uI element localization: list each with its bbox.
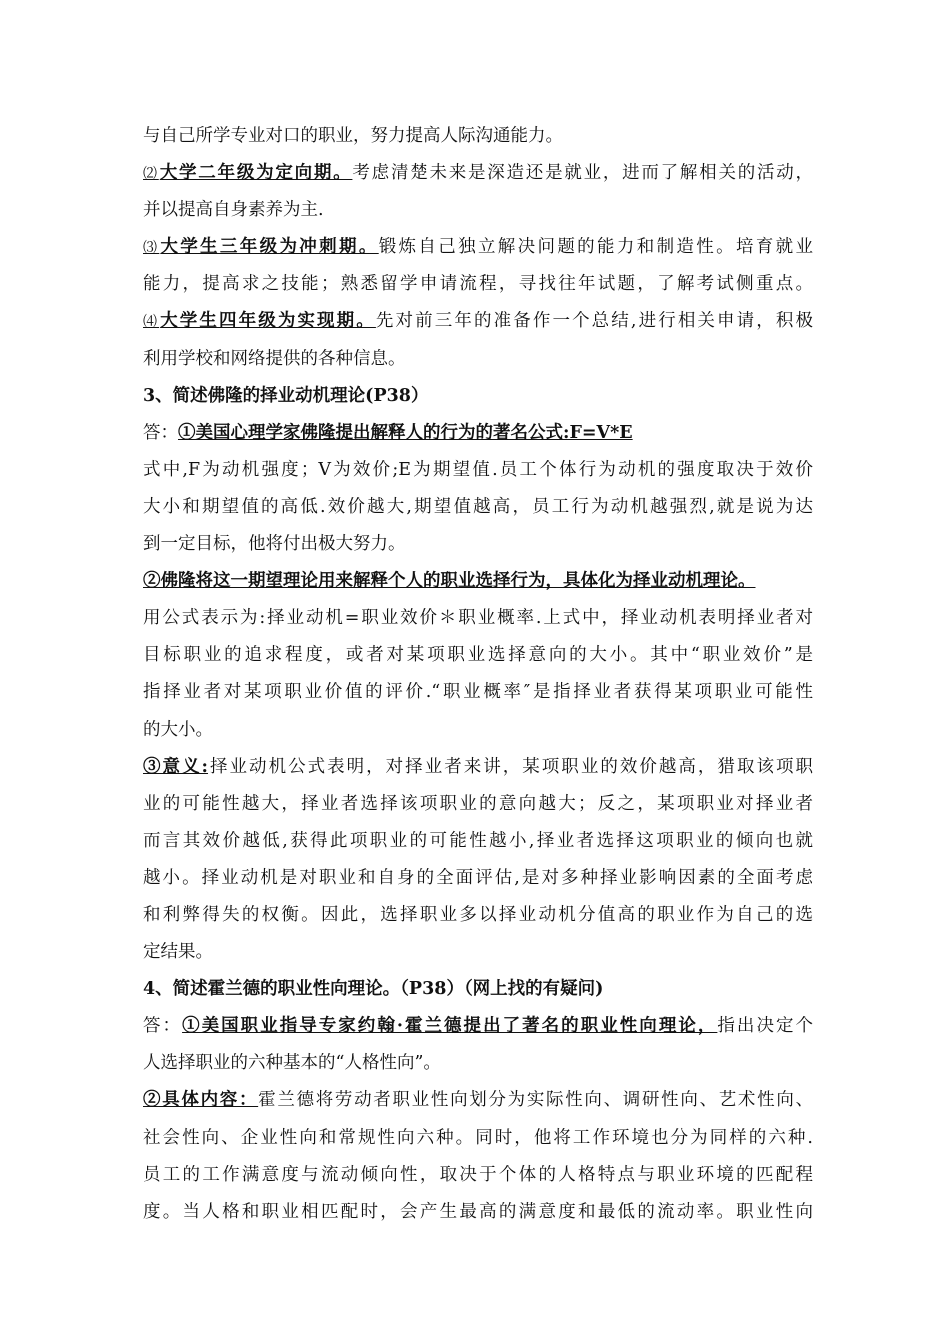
text-line: 到一定目标，他将付出极大努力。 bbox=[143, 534, 406, 555]
text-line: ③意义:择业动机公式表明，对择业者来讲，某项职业的效价越高，猎取该项职 bbox=[143, 756, 813, 777]
text-line: 目标职业的追求程度，或者对某项职业选择意向的大小。其中“职业效价”是 bbox=[143, 645, 813, 666]
text-line: 并以提高自身素养为主. bbox=[143, 200, 324, 221]
text-line: 大小和期望值的高低.效价越大,期望值越高，员工行为动机越强烈,就是说为达 bbox=[143, 496, 813, 517]
text-line: 越小。择业动机是对职业和自身的全面评估,是对多种择业影响因素的全面考虑 bbox=[143, 867, 813, 888]
section-heading: 4、简述霍兰德的职业性向理论。（P38）（网上找的有疑问) bbox=[143, 979, 604, 1000]
document-page bbox=[143, 118, 813, 1231]
text-line: 与自己所学专业对口的职业，努力提高人际沟通能力。 bbox=[143, 126, 563, 146]
text-line: ⑷大学生四年级为实现期。先对前三年的准备作一个总结,进行相关申请，积极 bbox=[143, 311, 814, 332]
text-line: ②佛隆将这一期望理论用来解释个人的职业选择行为，具体化为择业动机理论。 bbox=[143, 571, 756, 592]
text-line: 度。当人格和职业相匹配时，会产生最高的满意度和最低的流动率。职业性向 bbox=[143, 1201, 813, 1222]
text-line: 答：①美国心理学家佛隆提出解释人的行为的著名公式:F=V*E bbox=[143, 422, 633, 443]
text-line: 利用学校和网络提供的各种信息。 bbox=[143, 348, 406, 369]
text-line: 用公式表示为:择业动机=职业效价＊职业概率.上式中，择业动机表明择业者对 bbox=[143, 608, 813, 629]
text-line: ⑶大学生三年级为冲刺期。锻炼自己独立解决问题的能力和制造性。培育就业 bbox=[143, 237, 814, 258]
text-line: 的大小。 bbox=[143, 719, 213, 740]
text-line: 指择业者对某项职业价值的评价.“职业概率″是指择业者获得某项职业可能性 bbox=[143, 682, 813, 703]
text-line: 员工的工作满意度与流动倾向性，取决于个体的人格特点与职业环境的匹配程 bbox=[143, 1164, 813, 1185]
section-heading: 3、简述佛隆的择业动机理论(P38） bbox=[143, 385, 429, 406]
text-line: 能力，提高求之技能；熟悉留学申请流程，寻找往年试题，了解考试侧重点。 bbox=[143, 274, 813, 295]
text-line: 定结果。 bbox=[143, 942, 213, 963]
text-line: 业的可能性越大，择业者选择该项职业的意向越大；反之，某项职业对择业者 bbox=[143, 793, 813, 814]
text-line: ②具体内容：霍兰德将劳动者职业性向划分为实际性向、调研性向、艺术性向、 bbox=[143, 1090, 814, 1111]
text-line: 而言其效价越低,获得此项职业的可能性越小,择业者选择这项职业的倾向也就 bbox=[143, 830, 813, 851]
text-line: 人选择职业的六种基本的“人格性向”。 bbox=[143, 1053, 441, 1074]
text-line: 社会性向、企业性向和常规性向六种。同时，他将工作环境也分为同样的六种. bbox=[143, 1127, 813, 1148]
text-line: 答：①美国职业指导专家约翰·霍兰德提出了著名的职业性向理论，指出决定个 bbox=[143, 1016, 814, 1037]
text-line: 式中,F为动机强度；V为效价;E为期望值.员工个体行为动机的强度取决于效价 bbox=[143, 459, 813, 480]
text-line: 和利弊得失的权衡。因此，选择职业多以择业动机分值高的职业作为自己的选 bbox=[143, 904, 813, 925]
text-line: ⑵大学二年级为定向期。考虑清楚未来是深造还是就业，进而了解相关的活动， bbox=[143, 163, 814, 184]
